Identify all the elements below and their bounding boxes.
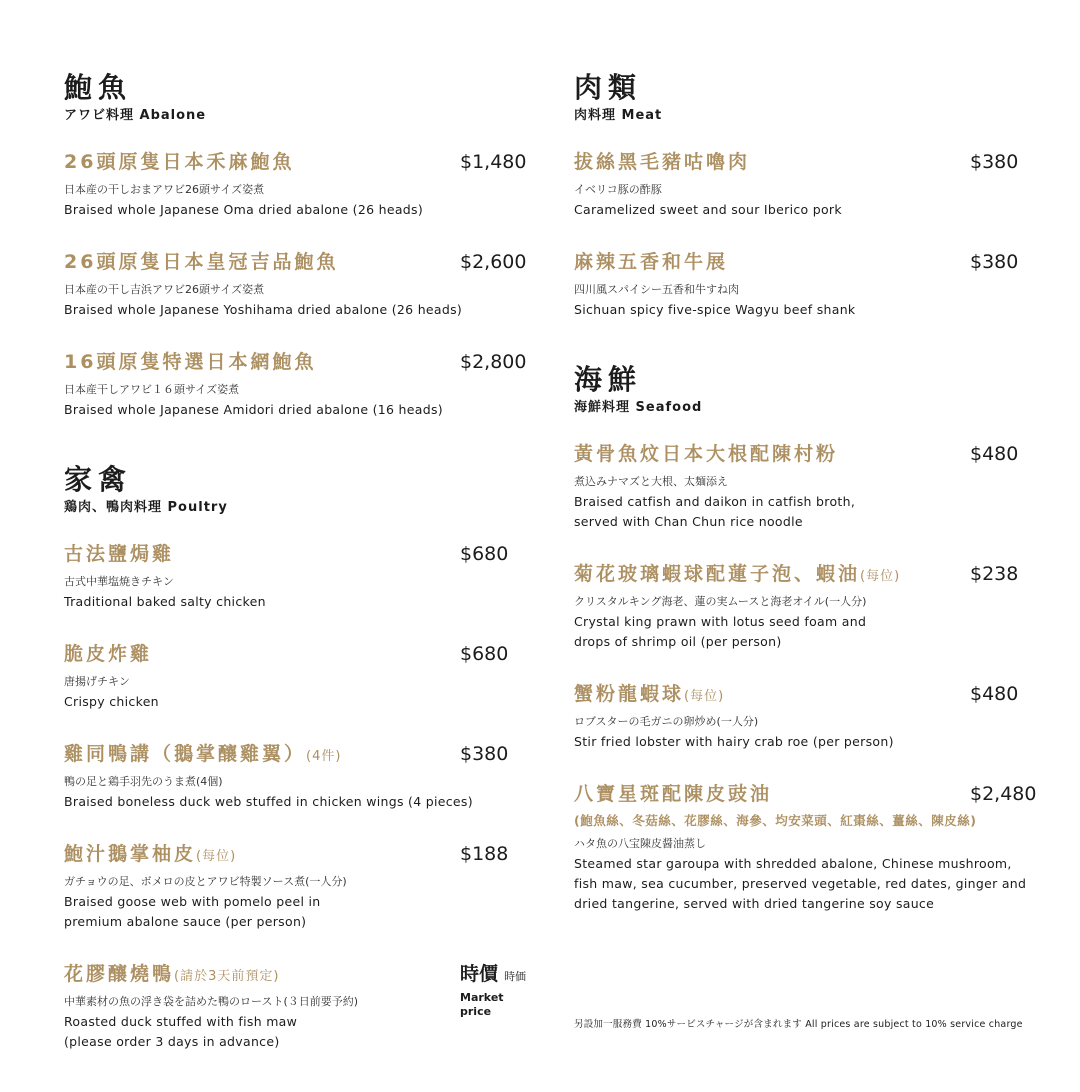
section-subtitle: アワビ料理 Abalone [64,108,207,123]
item-price: $480 [970,683,1019,705]
item-japanese: 古式中華塩焼きチキン [64,575,174,588]
item-english: Stir fried lobster with hairy crab roe (per person) [574,734,894,749]
item-japanese: クリスタルキング海老、蓮の実ムースと海老オイル(一人分) [574,595,867,608]
menu-item [574,560,1044,652]
item-name: 26頭原隻日本皇冠吉品鮑魚 [64,251,339,273]
item-japanese: 唐揚げチキン [64,675,130,688]
item-japanese: 日本産干しアワビ１６頭サイズ姿煮 [64,383,240,396]
section-seafood [574,362,1044,914]
item-english: Braised whole Japanese Oma dried abalone (26 heads) [64,202,424,217]
item-price: $2,600 [460,251,527,273]
item-price: $380 [970,151,1019,173]
market-price-en: Market price [460,991,504,1018]
item-name: 16頭原隻特選日本網鮑魚 [64,351,317,373]
menu-item [574,780,1044,914]
section-abalone [64,70,534,420]
menu-item [574,440,1044,532]
item-price: $1,480 [460,151,527,173]
menu-item [574,248,1044,320]
item-english-line3: dried tangerine, served with dried tangerine soy sauce [574,896,935,911]
section-title: 海鮮 [574,363,643,396]
item-japanese: 四川風スパイシー五香和牛すね肉 [574,283,739,296]
section-subtitle: 海鮮料理 Seafood [574,400,703,415]
item-name: 拔絲黑毛豬咕嚕肉 [574,151,751,173]
item-english: Braised catfish and daikon in catfish broth, [574,494,856,509]
market-price-jp: 時価 [504,970,527,983]
item-english: Braised goose web with pomelo peel in [64,894,321,909]
item-price: $2,800 [460,351,527,373]
menu-item [64,960,534,1052]
item-english-line2: served with Chan Chun rice noodle [574,514,803,529]
menu-item [64,840,534,932]
item-english: Braised boneless duck web stuffed in chicken wings (4 pieces) [64,794,473,809]
section-meat [574,70,1044,320]
item-english: Steamed star garoupa with shredded abalone, Chinese mushroom, [574,856,1012,871]
item-name: 黃骨魚炆日本大根配陳村粉 [574,443,839,465]
item-name: 雞同鴨講（鵝掌釀雞翼） [64,743,307,765]
item-price: $480 [970,443,1019,465]
item-english: Crystal king prawn with lotus seed foam and [574,614,867,629]
item-note: (每位) [684,689,725,704]
menu-item [64,248,534,320]
item-ingredients: (鮑魚絲、冬菇絲、花膠絲、海參、均安菜頭、紅棗絲、薑絲、陳皮絲) [574,813,977,828]
item-english: Braised whole Japanese Yoshihama dried abalone (26 heads) [64,302,463,317]
item-english-line2: fish maw, sea cucumber, preserved vegetable, red dates, ginger and [574,876,1027,891]
item-name: 八寶星斑配陳皮豉油 [574,783,773,805]
item-english-line2: drops of shrimp oil (per person) [574,634,782,649]
menu-item [574,148,1044,220]
item-name: 26頭原隻日本禾麻鮑魚 [64,151,295,173]
item-japanese: 日本産の干しおまアワビ26頭サイズ姿煮 [64,183,265,196]
service-charge-note: 另設加一服務費 10%サービスチャージが含まれます All prices are subject to 10% service charge [574,1019,1023,1030]
item-japanese: 鴨の足と鶏手羽先のうま煮(4個) [64,775,223,788]
item-price: $680 [460,543,509,565]
item-japanese: ロブスターの毛ガニの卵炒め(一人分) [574,715,759,728]
section-title: 鮑魚 [64,71,133,104]
item-english: Traditional baked salty chicken [64,594,266,609]
menu-item [64,640,534,712]
item-price: $380 [460,743,509,765]
right-column [574,70,1044,954]
item-price: $680 [460,643,509,665]
item-english: Caramelized sweet and sour Iberico pork [574,202,842,217]
item-name: 脆皮炸雞 [64,643,153,665]
section-subtitle: 鶏肉、鴨肉料理 Poultry [64,500,228,515]
item-note: (每位) [860,569,901,584]
item-name: 花膠釀燒鴨 [64,963,175,985]
menu-item [64,740,534,812]
item-japanese: 煮込みナマズと大根、太麺添え [574,475,728,488]
section-title: 家禽 [64,463,133,496]
item-price: $2,480 [970,783,1037,805]
market-price-label: 時價 [460,963,499,985]
item-price: $188 [460,843,509,865]
item-note: (每位) [196,849,237,864]
section-poultry [64,462,534,1052]
item-name: 古法鹽焗雞 [64,543,175,565]
left-column [64,70,534,1092]
item-price: $238 [970,563,1019,585]
item-japanese: ハタ魚の八宝陳皮醤油蒸し [574,837,706,850]
section-title: 肉類 [574,71,643,104]
item-japanese: 日本産の干し吉浜アワビ26頭サイズ姿煮 [64,283,265,296]
menu-item [64,148,534,220]
market-price [460,960,534,1019]
item-japanese: 中華素材の魚の浮き袋を詰めた鴨のロースト(３日前要予約) [64,995,359,1008]
section-subtitle: 肉料理 Meat [574,108,663,123]
item-english: Crispy chicken [64,694,159,709]
item-english: Braised whole Japanese Amidori dried abalone (16 heads) [64,402,443,417]
item-note: (請於3天前預定) [174,969,280,984]
menu-item [574,680,1044,752]
item-name: 蟹粉龍蝦球 [574,683,685,705]
item-name: 麻辣五香和牛展 [574,251,729,273]
item-japanese: ガチョウの足、ボメロの皮とアワビ特製ソース煮(一人分) [64,875,347,888]
item-english-line2: (please order 3 days in advance) [64,1034,280,1049]
item-english-line2: premium abalone sauce (per person) [64,914,307,929]
item-english: Roasted duck stuffed with fish maw [64,1014,298,1029]
menu-item [64,348,534,420]
item-note: (4件) [306,749,342,764]
item-price: $380 [970,251,1019,273]
item-english: Sichuan spicy five-spice Wagyu beef shank [574,302,856,317]
item-name: 鮑汁鵝掌柚皮 [64,843,197,865]
item-name: 菊花玻璃蝦球配蓮子泡、蝦油 [574,563,861,585]
menu-item [64,540,534,612]
item-japanese: イベリコ豚の酢豚 [574,183,662,196]
